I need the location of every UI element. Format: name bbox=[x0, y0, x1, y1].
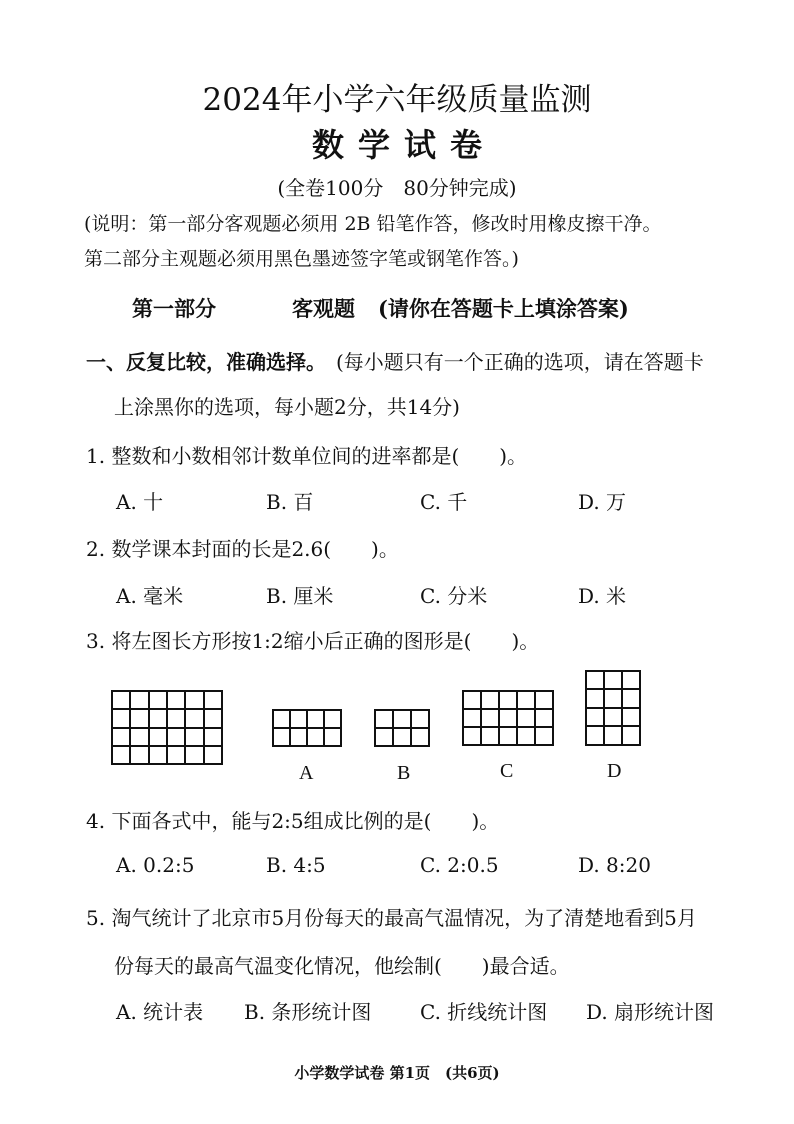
exam-subject-title: 数学试卷 bbox=[311, 126, 496, 164]
option-a-grid bbox=[273, 710, 341, 746]
section-instruction-line2: 上涂黑你的选项，每小题2分，共14分) bbox=[114, 395, 460, 419]
q4-option-c[interactable]: C. 2:0.5 bbox=[420, 853, 499, 877]
question-4 bbox=[86, 805, 499, 834]
question-number: 5. bbox=[86, 906, 106, 930]
question-5-line2: 份每天的最高气温变化情况，他绘制( )最合适。 bbox=[114, 954, 570, 978]
q3-label-a[interactable]: A bbox=[299, 762, 314, 784]
part-type: 客观题 bbox=[292, 296, 355, 321]
section-heading: 一、反复比较，准确选择。 bbox=[86, 350, 326, 374]
q1-option-a[interactable]: A. 十 bbox=[116, 490, 164, 514]
page-footer: 小学数学试卷 第1页 (共6页) bbox=[294, 1064, 500, 1082]
exam-score-time: (全卷100分 80分钟完成) bbox=[277, 176, 517, 200]
q3-label-b[interactable]: B bbox=[397, 762, 411, 784]
q2-option-b[interactable]: B. 厘米 bbox=[266, 584, 334, 608]
exam-title: 2024年小学六年级质量监测 bbox=[202, 82, 592, 118]
original-rectangle-grid bbox=[112, 691, 222, 764]
question-5 bbox=[86, 902, 697, 931]
question-text: 数学课本封面的长是2.6( )。 bbox=[111, 537, 399, 561]
q5-option-a[interactable]: A. 统计表 bbox=[116, 1000, 204, 1024]
q4-option-b[interactable]: B. 4:5 bbox=[266, 853, 326, 877]
exam-note-line2: 第二部分主观题必须用黑色墨迹签字笔或钢笔作答。) bbox=[84, 248, 519, 270]
question-text: 下面各式中，能与2:5组成比例的是( )。 bbox=[111, 809, 500, 833]
q1-option-c[interactable]: C. 千 bbox=[420, 490, 468, 514]
q5-option-d[interactable]: D. 扇形统计图 bbox=[586, 1000, 715, 1024]
q1-option-b[interactable]: B. 百 bbox=[266, 490, 314, 514]
question-text-line1: 淘气统计了北京市5月份每天的最高气温情况，为了清楚地看到5月 bbox=[111, 906, 697, 930]
q5-option-b[interactable]: B. 条形统计图 bbox=[244, 1000, 372, 1024]
question-number: 2. bbox=[86, 537, 106, 561]
q4-option-d[interactable]: D. 8:20 bbox=[578, 853, 651, 877]
option-c-grid bbox=[463, 691, 553, 745]
part-name: 第一部分 bbox=[132, 296, 216, 321]
q2-option-d[interactable]: D. 米 bbox=[578, 584, 627, 608]
q2-option-c[interactable]: C. 分米 bbox=[420, 584, 488, 608]
section-instruction-line1: (每小题只有一个正确的选项，请在答题卡 bbox=[336, 350, 704, 374]
q1-option-d[interactable]: D. 万 bbox=[578, 490, 627, 514]
q3-label-d[interactable]: D bbox=[607, 760, 622, 782]
question-number: 3. bbox=[86, 629, 106, 653]
q5-option-c[interactable]: C. 折线统计图 bbox=[420, 1000, 548, 1024]
question-number: 4. bbox=[86, 809, 106, 833]
question-number: 1. bbox=[86, 444, 106, 468]
question-text: 将左图长方形按1:2缩小后正确的图形是( )。 bbox=[111, 629, 540, 653]
q4-option-a[interactable]: A. 0.2:5 bbox=[116, 853, 195, 877]
option-d-grid bbox=[586, 671, 640, 745]
exam-note-line1: (说明：第一部分客观题必须用 2B 铅笔作答，修改时用橡皮擦干净。 bbox=[84, 213, 662, 235]
option-b-grid bbox=[375, 710, 429, 746]
q2-option-a[interactable]: A. 毫米 bbox=[116, 584, 184, 608]
q3-label-c[interactable]: C bbox=[500, 760, 514, 782]
question-text: 整数和小数相邻计数单位间的进率都是( )。 bbox=[111, 444, 528, 468]
part-instruction: (请你在答题卡上填涂答案) bbox=[378, 296, 629, 321]
